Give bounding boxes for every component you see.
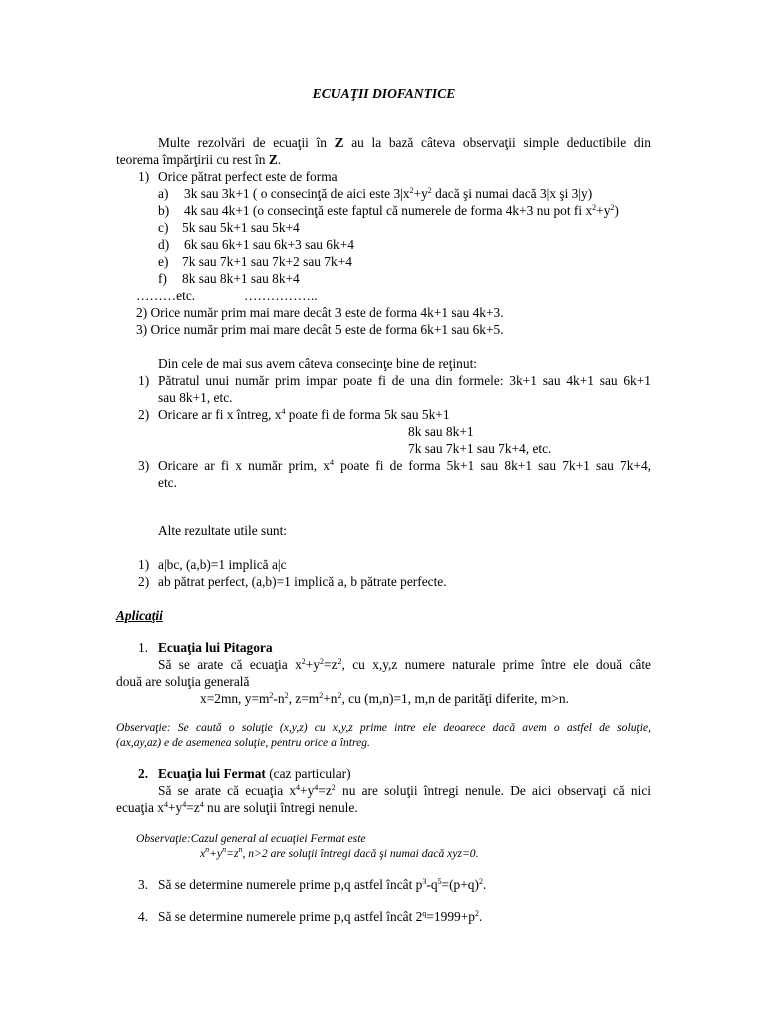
obs1-text: Orice pătrat perfect este de forma [158,169,338,184]
problem-number: 2. [138,766,149,781]
obs1-item-letter: d) [158,237,170,252]
intro-text: au la bază câteva observaţii simple deductibile din [343,135,651,150]
obs1-item-letter: c) [158,220,169,235]
obs1-item-f: 8k sau 8k+1 sau 8k+4 [182,271,300,286]
other-result-2: ab pătrat perfect, (a,b)=1 implică a, b pătrate perfecte. [158,574,447,589]
applications-heading: Aplicaţii [116,608,163,623]
obs1-etc: ………etc. [136,288,196,303]
consequence-number: 3) [138,458,150,473]
other-results-intro: Alte rezultate utile sunt: [158,523,288,538]
consequences-intro: Din cele de mai sus avem câteva consecinţe bine de reţinut: [158,356,478,371]
intro-text: teorema împărţirii cu rest în [116,152,269,167]
problem-4-text: Să se determine numerele prime p,q astfel încât $2^q=1999+p^2$. [158,909,483,924]
problem-1-title: Ecuaţia lui Pitagora [158,640,273,655]
consequence-3-line-2: etc. [158,475,177,490]
obs1-item-letter: f) [158,271,167,286]
problem-1-solution: x=2mn, $y=m^2-n^2$, $z=m^2+n^2$, cu (m,n)=1, m,n de parităţi diferite, m>n. [200,691,569,706]
obs1-item-e: 7k sau 7k+1 sau 7k+2 sau 7k+4 [182,254,352,269]
problem-number: 1. [138,640,149,655]
problem-1-line-1: Să se arate că ecuaţia $x^2+y^2=z^2$, cu x,y,z numere naturale prime între ele două câte [158,657,651,672]
obs1-item-c: 5k sau 5k+1 sau 5k+4 [182,220,300,235]
problem-3-text: Să se determine numerele prime p,q astfel încât $p^3-q^5=(p+q)^2$. [158,877,487,892]
problem-1-observation-line-2: (ax,ay,az) e de asemenea soluţie, pentru orice a întreg. [116,736,370,749]
consequence-2-line-2: 8k sau 8k+1 [408,424,474,439]
consequence-number: 2) [138,407,150,422]
consequence-1-line-1: Pătratul unui număr prim impar poate fi de una din formele: 3k+1 sau 4k+1 sau 6k+1 [158,373,651,388]
intro-text: . [277,152,282,167]
consequence-2-line-3: 7k sau 7k+1 sau 7k+4, etc. [408,441,552,456]
consequence-3-line-1: Oricare ar fi x număr prim, $x^4$ poate fi de forma 5k+1 sau 8k+1 sau 7k+1 sau 7k+4, [158,458,652,473]
intro-bold-z: Z [334,135,344,150]
intro-text: Multe rezolvări de ecuaţii în [158,135,335,150]
other-result-number: 1) [138,557,150,572]
obs1-item-letter: b) [158,203,170,218]
other-result-number: 2) [138,574,150,589]
problem-1-observation-line-1: Observaţie: Se caută o soluţie (x,y,z) cu x,y,z prime intre ele deoarece dacă avem o astfel de soluţie, [116,721,651,734]
problem-2-line-2: ecuaţia $x^4+y^4=z^4$ nu are soluţii întregi nenule. [116,800,358,815]
obs3-line: 3) Orice număr prim mai mare decât 5 este de forma 6k+1 sau 6k+5. [136,322,504,337]
obs1-item-letter: e) [158,254,169,269]
obs1-item-letter: a) [158,186,169,201]
consequence-1-line-2: sau 8k+1, etc. [158,390,233,405]
obs1-item-b: 4k sau 4k+1 (o consecinţă este faptul că numerele de forma 4k+3 nu pot fi $x^2+y^2$) [184,203,619,218]
problem-2-line-1: Să se arate că ecuaţia $x^4+y^4=z^2$ nu are soluţii întregi nenule. De aici observaţi că nici [158,783,651,798]
problem-2-observation-line-2: $x^n+y^n=z^n$, n>2 are soluţii întregi dacă şi numai dacă xyz=0. [200,845,479,860]
problem-1-line-2: două are soluţia generală [116,674,250,689]
other-result-1: a|bc, (a,b)=1 implică a|c [158,557,287,572]
intro-bold-z: Z [268,152,278,167]
consequence-number: 1) [138,373,150,388]
consequence-2-line-1: Oricare ar fi x întreg, $x^4$ poate fi de forma 5k sau 5k+1 [158,407,450,422]
problem-2-observation-line-1: Observaţie:Cazul general al ecuaţiei Fermat este [136,832,366,845]
obs2-line: 2) Orice număr prim mai mare decât 3 este de forma 4k+1 sau 4k+3. [136,305,504,320]
document-title: ECUAŢII DIOFANTICE [312,86,456,101]
obs1-item-a: 3k sau 3k+1 ( o consecinţă de aici este $3|x^2+y^2$ dacă şi numai dacă 3|x şi 3|y) [184,186,593,201]
obs1-number: 1) [138,169,150,184]
problem-number: 4. [138,909,149,924]
intro-line-2 [116,152,281,169]
obs1-item-d: 6k sau 6k+1 sau 6k+3 sau 6k+4 [184,237,354,252]
intro-line-1 [158,135,651,152]
problem-2-title: Ecuaţia lui Fermat (caz particular) [158,766,351,781]
problem-number: 3. [138,877,149,892]
obs1-etc-dots: …………….. [244,288,318,303]
